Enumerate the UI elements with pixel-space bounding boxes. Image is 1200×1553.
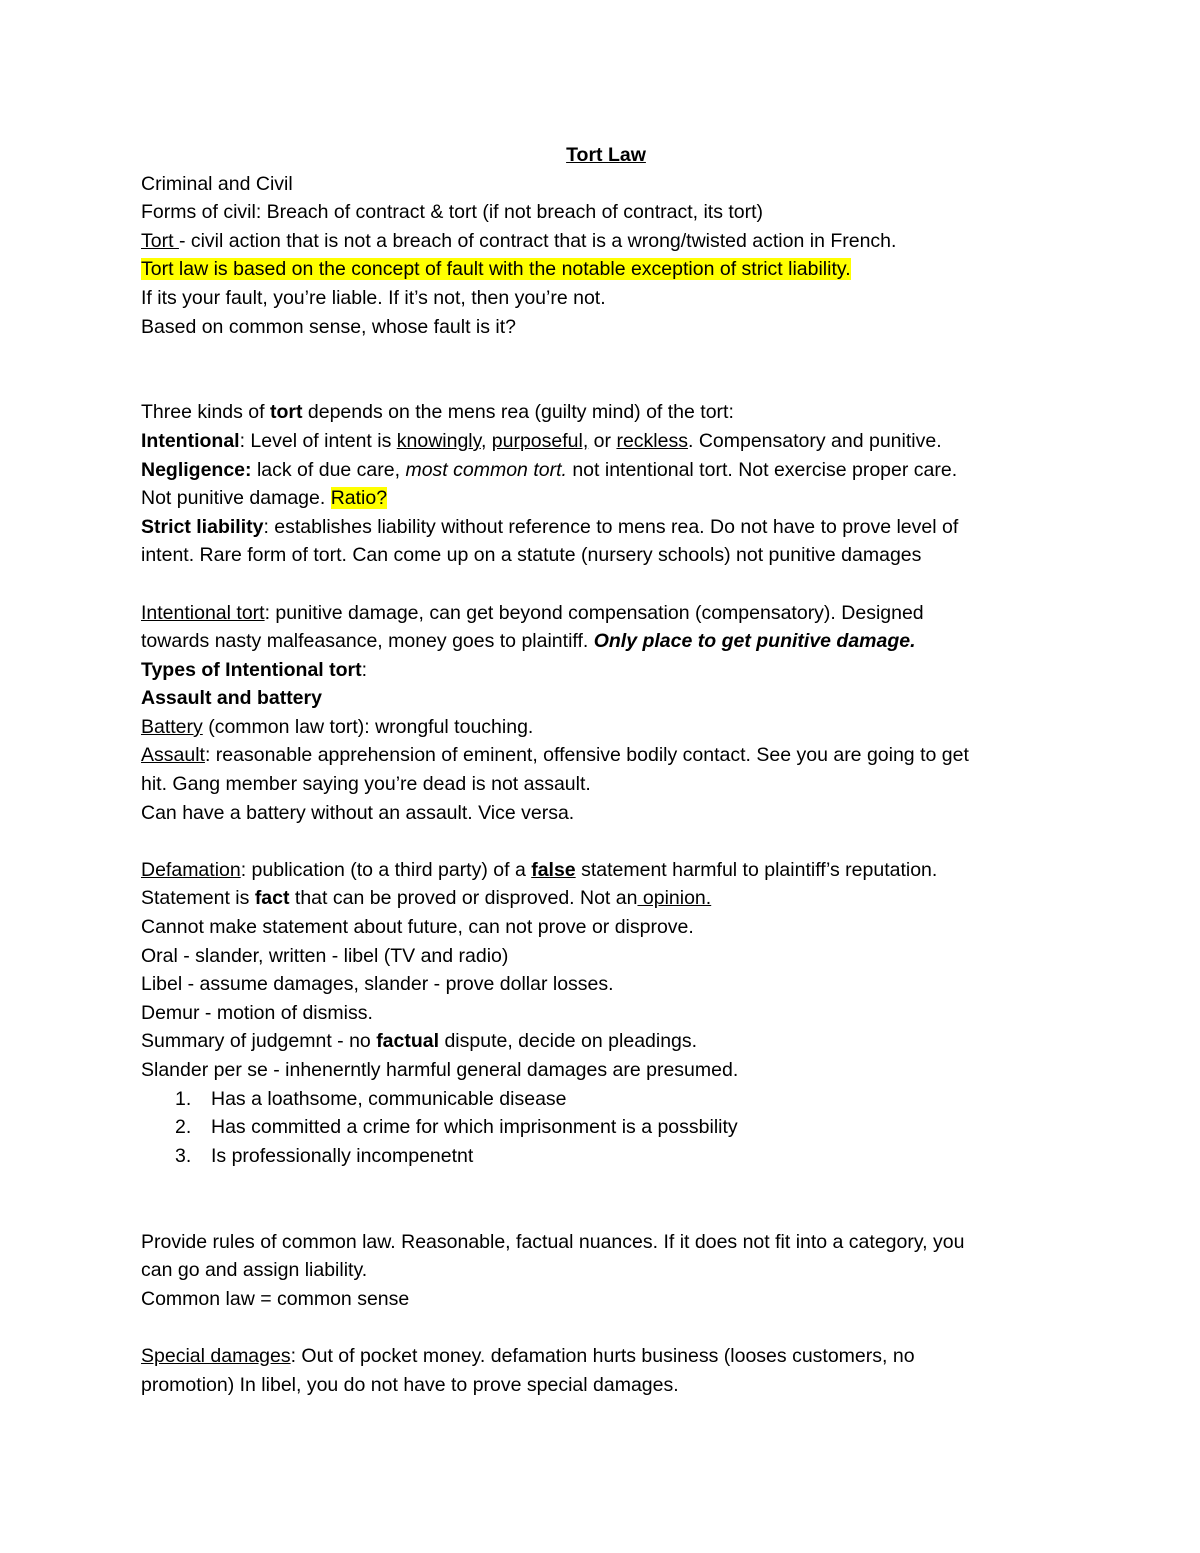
list-item bbox=[141, 1142, 1071, 1171]
text-line bbox=[141, 484, 1071, 513]
blank-line bbox=[141, 341, 1071, 370]
text-line bbox=[141, 255, 1071, 284]
text-span: : publication (to a third party) of a bbox=[240, 858, 532, 881]
text-line: intent. Rare form of tort. Can come up on a statute (nursery schools) not punitive damages bbox=[141, 544, 922, 567]
text-line: Provide rules of common law. Reasonable, factual nuances. If it does not fit into a category, you bbox=[141, 1230, 965, 1253]
text-span: depends on the mens rea (guilty mind) of the tort: bbox=[302, 401, 734, 424]
underlined-word: purposeful, bbox=[491, 429, 589, 452]
blank-line bbox=[141, 827, 1071, 856]
bold-term: fact bbox=[254, 887, 290, 910]
text-line: Slander per se - inhenerntly harmful general damages are presumed. bbox=[141, 1059, 739, 1081]
text-line: Based on common sense, whose fault is it? bbox=[141, 315, 517, 338]
text-line: Forms of civil: Breach of contract & tort (if not breach of contract, its tort) bbox=[141, 201, 764, 224]
text-span: . Compensatory and punitive. bbox=[687, 429, 942, 452]
text-span: that can be proved or disproved. Not an bbox=[289, 887, 638, 910]
text-line bbox=[141, 227, 1071, 256]
text-line: Can have a battery without an assault. Vice versa. bbox=[141, 801, 575, 824]
text-line: Common law = common sense bbox=[141, 1287, 410, 1310]
text-line: promotion) In libel, you do not have to prove special damages. bbox=[141, 1373, 679, 1396]
text-line: Cannot make statement about future, can not prove or disprove. bbox=[141, 916, 694, 939]
list-item-text: Has a loathsome, communicable disease bbox=[211, 1087, 567, 1110]
term-battery: Battery bbox=[141, 715, 203, 738]
text-line: Demur - motion of dismiss. bbox=[141, 1001, 373, 1024]
term-assault: Assault bbox=[141, 744, 205, 767]
term-definition: - civil action that is not a breach of contract that is a wrong/twisted action in French. bbox=[178, 229, 897, 252]
term-intentional: Intentional bbox=[141, 429, 240, 452]
blank-line bbox=[141, 1199, 1071, 1228]
text-line bbox=[141, 599, 1071, 628]
term-intentional-tort: Intentional tort bbox=[141, 601, 265, 624]
term-negligence: Negligence: bbox=[141, 458, 252, 481]
text-line bbox=[141, 741, 1071, 770]
term-defamation: Defamation bbox=[141, 858, 241, 881]
text-line bbox=[141, 456, 1071, 485]
underlined-word: knowingly bbox=[396, 429, 481, 452]
blank-line bbox=[141, 1313, 1071, 1342]
bold-underlined-word: false bbox=[531, 858, 576, 881]
blank-line bbox=[141, 570, 1071, 599]
text-line: Libel - assume damages, slander - prove dollar losses. bbox=[141, 973, 614, 996]
text-line bbox=[141, 513, 1071, 542]
list-number: 1. bbox=[175, 1087, 192, 1110]
text-line: If its your fault, you’re liable. If it’s not, then you’re not. bbox=[141, 286, 606, 309]
text-span: : punitive damage, can get beyond compensation (compensatory). Designed bbox=[264, 601, 924, 624]
text-line bbox=[141, 856, 1071, 885]
text-line: Oral - slander, written - libel (TV and radio) bbox=[141, 944, 509, 967]
term-special-damages: Special damages bbox=[141, 1344, 291, 1367]
term-tort: Tort bbox=[141, 229, 179, 252]
text-line bbox=[141, 627, 1071, 656]
bold-term: tort bbox=[269, 401, 303, 424]
blank-line bbox=[141, 370, 1071, 399]
list-item bbox=[141, 1085, 1071, 1114]
highlighted-text: Tort law is based on the concept of fault with the notable exception of strict liability. bbox=[141, 258, 851, 281]
list-item-text: Has committed a crime for which imprisonment is a possbility bbox=[211, 1116, 738, 1139]
text-line bbox=[141, 656, 1071, 685]
text-span: Statement is bbox=[141, 887, 255, 910]
text-line bbox=[141, 398, 1071, 427]
text-span: Three kinds of bbox=[141, 401, 270, 424]
text-line: hit. Gang member saying you’re dead is not assault. bbox=[141, 773, 591, 796]
text-line bbox=[141, 713, 1071, 742]
document-title: Tort Law bbox=[566, 144, 646, 166]
text-span: not intentional tort. Not exercise proper care. bbox=[566, 458, 958, 481]
text-span: (common law tort): wrongful touching. bbox=[202, 715, 534, 738]
bold-italic-text: Only place to get punitive damage. bbox=[593, 630, 916, 653]
section-heading: Types of Intentional tort bbox=[141, 658, 362, 681]
text-span: Summary of judgemnt - no bbox=[141, 1030, 377, 1053]
text-span: : Out of pocket money. defamation hurts business (looses customers, no bbox=[290, 1344, 915, 1367]
term-strict-liability: Strict liability bbox=[141, 515, 264, 538]
text-span: or bbox=[588, 429, 617, 452]
text-line: Criminal and Civil bbox=[141, 172, 293, 195]
text-span: , bbox=[480, 429, 492, 452]
italic-text: most common tort. bbox=[405, 458, 567, 481]
document-page bbox=[141, 141, 1071, 1399]
bold-term: factual bbox=[376, 1030, 440, 1053]
blank-line bbox=[141, 1170, 1071, 1199]
text-span: : Level of intent is bbox=[239, 429, 397, 452]
text-span: : reasonable apprehension of eminent, offensive bodily contact. See you are going to get bbox=[204, 744, 969, 767]
text-span: statement harmful to plaintiff’s reputation. bbox=[575, 858, 938, 881]
underlined-word: opinion. bbox=[637, 887, 712, 910]
text-span: : bbox=[361, 658, 368, 681]
section-heading: Assault and battery bbox=[141, 687, 322, 710]
text-line bbox=[141, 884, 1071, 913]
underlined-word: reckless bbox=[616, 429, 688, 452]
text-span: towards nasty malfeasance, money goes to plaintiff. bbox=[141, 630, 594, 653]
list-item bbox=[141, 1113, 1071, 1142]
highlighted-text: Ratio? bbox=[330, 487, 388, 510]
text-line bbox=[141, 1342, 1071, 1371]
list-number: 2. bbox=[175, 1116, 192, 1139]
text-span: dispute, decide on pleadings. bbox=[439, 1030, 698, 1053]
text-line: can go and assign liability. bbox=[141, 1259, 368, 1282]
list-item-text: Is professionally incompenetnt bbox=[211, 1144, 474, 1167]
text-line bbox=[141, 427, 1071, 456]
list-number: 3. bbox=[175, 1144, 192, 1167]
text-line bbox=[141, 1027, 1071, 1056]
text-span: : establishes liability without reference to mens rea. Do not have to prove level of bbox=[263, 515, 959, 538]
text-span: lack of due care, bbox=[251, 458, 406, 481]
text-span: Not punitive damage. bbox=[141, 487, 331, 510]
